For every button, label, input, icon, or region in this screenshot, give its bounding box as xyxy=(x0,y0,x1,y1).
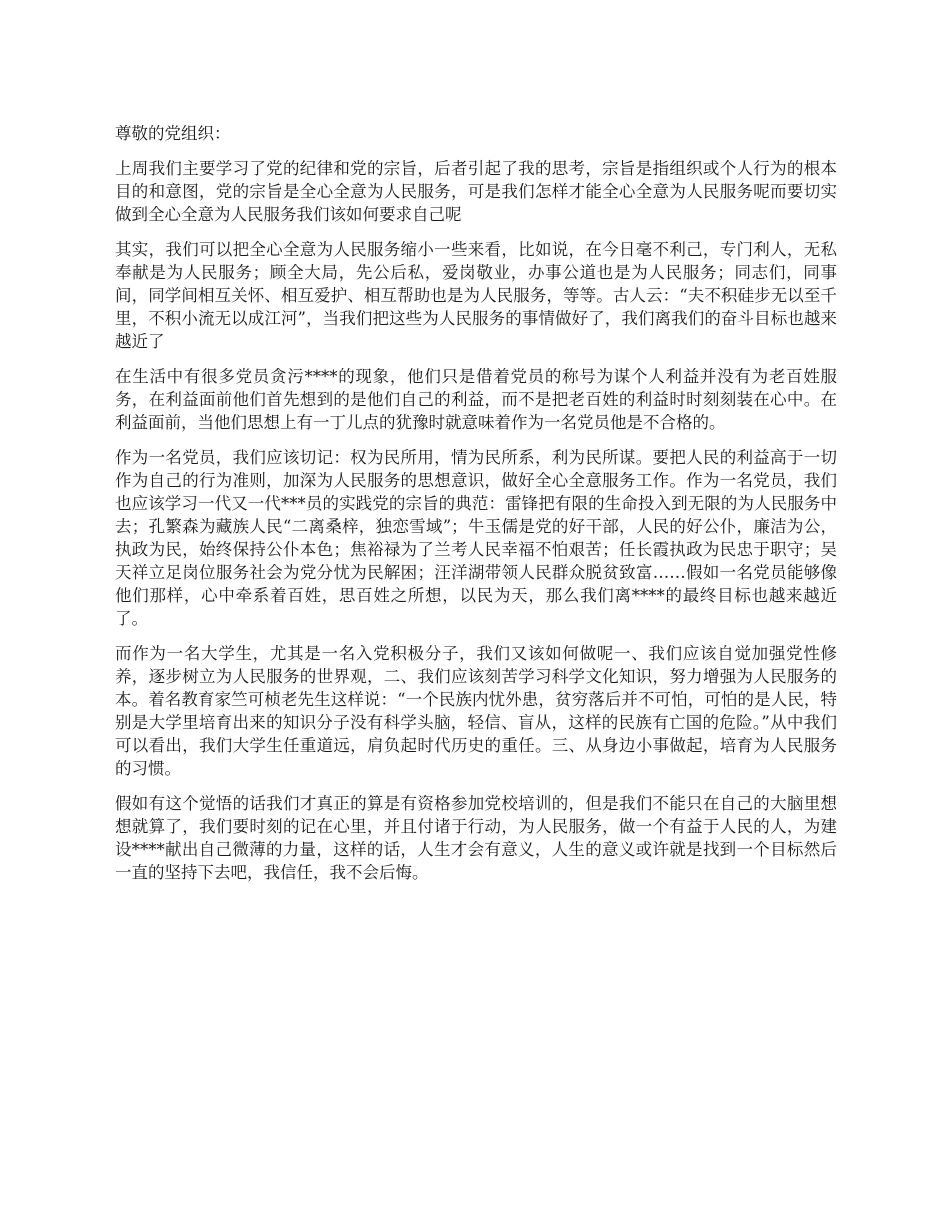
paragraph-5: 而作为一名大学生，尤其是一名入党积极分子，我们又该如何做呢一、我们应该自觉加强党性修养，逐步树立为人民服务的世界观，二、我们应该刻苦学习科学文化知识，努力增强为人民服务的本。着名教育家竺可桢老先生这样说：“一个民族内忧外患，贫穷落后并不可怕，可怕的是人民，特别是大学里培育出来的知识分子没有科学头脑，轻信、盲从，这样的民族有亡国的危险。”从中我们可以看出，我们大学生任重道远，肩负起时代历史的重任。三、从身边小事做起，培育为人民服务的习惯。 xyxy=(115,644,837,778)
paragraph-6: 假如有这个觉悟的话我们才真正的算是有资格参加党校培训的，但是我们不能只在自己的大脑里想想就算了，我们要时刻的记在心里，并且付诸于行动，为人民服务，做一个有益于人民的人，为建设****献出自己微薄的力量，这样的话，人生才会有意义，人生的意义或许就是找到一个目标然后一直的坚持下去吧，我信任，我不会后悔。 xyxy=(115,794,837,882)
letter-body xyxy=(115,122,837,896)
paragraph-3: 在生活中有很多党员贪污****的现象，他们只是借着党员的称号为谋个人利益并没有为老百姓服务，在利益面前他们首先想到的是他们自己的利益，而不是把老百姓的利益时时刻刻装在心中。在利益面前，当他们思想上有一丁儿点的犹豫时就意味着作为一名党员他是不合格的。 xyxy=(115,367,837,432)
paragraph-2: 其实，我们可以把全心全意为人民服务缩小一些来看，比如说，在今日毫不利己，专门利人，无私奉献是为人民服务；顾全大局，先公后私，爱岗敬业，办事公道也是为人民服务；同志们，同事间，同学间相互关怀、相互爱护、相互帮助也是为人民服务，等等。古人云：“夫不积硅步无以至千里，不积小流无以成江河”，当我们把这些为人民服务的事情做好了，我们离我们的奋斗目标也越来越近了 xyxy=(115,240,837,351)
salutation: 尊敬的党组织： xyxy=(115,124,231,143)
paragraph-4: 作为一名党员，我们应该切记：权为民所用，情为民所系，利为民所谋。要把人民的利益高于一切作为自己的行为准则，加深为人民服务的思想意识，做好全心全意服务工作。作为一名党员，我们也应该学习一代又一代***员的实践党的宗旨的典范：雷锋把有限的生命投入到无限的为人民服务中去；孔繁森为藏族人民“二离桑梓，独恋雪域”；牛玉儒是党的好干部，人民的好公仆，廉洁为公，执政为民，始终保持公仆本色；焦裕禄为了兰考人民幸福不怕艰苦；任长霞执政为民忠于职守；吴天祥立足岗位服务社会为党分忧为民解困；汪洋湖带领人民群众脱贫致富……假如一名党员能够像他们那样，心中牵系着百姓，思百姓之所想，以民为天，那么我们离****的最终目标也越来越近了。 xyxy=(115,448,837,628)
paragraph-1: 上周我们主要学习了党的纪律和党的宗旨，后者引起了我的思考，宗旨是指组织或个人行为的根本目的和意图，党的宗旨是全心全意为人民服务，可是我们怎样才能全心全意为人民服务呢而要切实做到全心全意为人民服务我们该如何要求自己呢 xyxy=(115,159,837,224)
